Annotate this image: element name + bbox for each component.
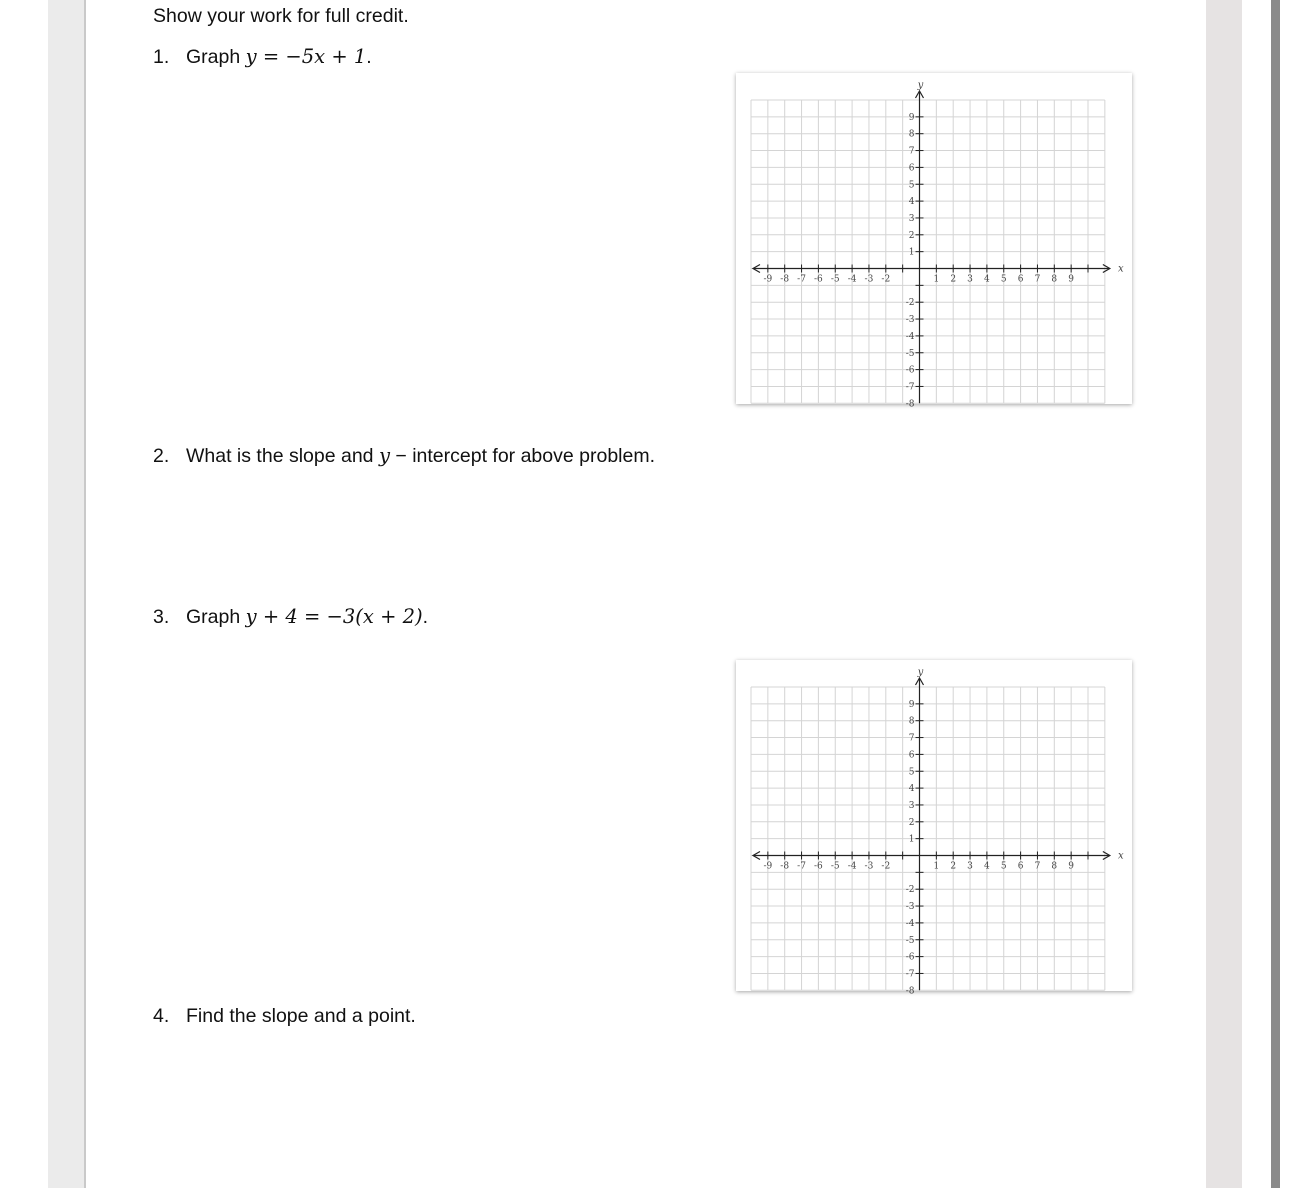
x-tick-label: 4 bbox=[984, 274, 990, 285]
x-tick-label: 7 bbox=[1034, 861, 1041, 872]
question-2 bbox=[153, 444, 655, 468]
y-tick-label: 4 bbox=[908, 197, 915, 208]
left-page-margin bbox=[48, 0, 84, 1188]
y-tick-label: -6 bbox=[905, 952, 915, 963]
y-tick-label: -2 bbox=[905, 885, 915, 896]
y-tick-label: -4 bbox=[905, 918, 915, 929]
x-tick-label: 1 bbox=[933, 274, 940, 285]
y-tick-label: 8 bbox=[908, 716, 915, 727]
x-tick-label: -3 bbox=[864, 274, 874, 285]
x-tick-label: 4 bbox=[984, 861, 990, 872]
x-tick-label: -2 bbox=[881, 861, 891, 872]
question-text-end: − intercept for above problem. bbox=[389, 445, 656, 467]
question-3 bbox=[153, 605, 428, 629]
coordinate-grid-2[interactable] bbox=[736, 660, 1132, 997]
y-axis-label: y bbox=[917, 667, 924, 678]
y-tick-label: 6 bbox=[908, 750, 915, 761]
y-tick-label: 3 bbox=[908, 800, 915, 811]
x-tick-label: 5 bbox=[1000, 274, 1007, 285]
y-tick-label: -2 bbox=[905, 298, 915, 309]
x-tick-label: 3 bbox=[967, 274, 973, 285]
y-tick-label: 5 bbox=[908, 767, 915, 778]
question-1 bbox=[153, 45, 372, 69]
y-tick-label: 2 bbox=[908, 817, 915, 828]
x-tick-label: -2 bbox=[881, 274, 891, 285]
y-tick-label: 1 bbox=[908, 247, 915, 258]
x-axis-label: x bbox=[1118, 263, 1124, 275]
y-tick-label: -7 bbox=[905, 969, 915, 980]
y-tick-label: 3 bbox=[908, 213, 915, 224]
y-tick-label: -5 bbox=[905, 348, 915, 359]
y-tick-label: 5 bbox=[908, 180, 915, 191]
question-number: 2. bbox=[153, 445, 170, 467]
y-tick-label: 8 bbox=[908, 129, 915, 140]
x-tick-label: -8 bbox=[780, 274, 790, 285]
x-tick-label: -7 bbox=[797, 274, 806, 285]
y-tick-label: 9 bbox=[908, 112, 915, 123]
question-punct: . bbox=[422, 606, 429, 628]
graph-paper bbox=[736, 73, 1132, 410]
question-text: Find the slope and a point. bbox=[186, 1005, 416, 1027]
question-punct: . bbox=[366, 46, 372, 68]
question-number: 1. bbox=[153, 46, 170, 68]
y-tick-label: -8 bbox=[905, 399, 915, 410]
question-4 bbox=[153, 1005, 416, 1028]
question-number: 3. bbox=[153, 606, 170, 628]
left-page-edge bbox=[84, 0, 86, 1188]
y-tick-label: -4 bbox=[905, 331, 915, 342]
graph-paper bbox=[736, 660, 1132, 997]
x-axis-label: x bbox=[1118, 850, 1124, 862]
variable: y bbox=[378, 444, 390, 467]
y-tick-label: 1 bbox=[908, 834, 915, 845]
x-tick-label: 3 bbox=[967, 861, 973, 872]
equation: y = −5x + 1 bbox=[245, 45, 367, 68]
x-tick-label: 5 bbox=[1000, 861, 1007, 872]
x-tick-label: 8 bbox=[1051, 861, 1058, 872]
x-tick-label: 7 bbox=[1034, 274, 1041, 285]
x-tick-label: 6 bbox=[1017, 861, 1024, 872]
x-tick-label: -8 bbox=[780, 861, 790, 872]
instructions-text: Show your work for full credit. bbox=[153, 5, 409, 27]
question-text: Graph bbox=[186, 46, 246, 68]
x-tick-label: -6 bbox=[814, 274, 823, 285]
x-tick-label: -9 bbox=[763, 861, 773, 872]
x-tick-label: 8 bbox=[1051, 274, 1058, 285]
y-tick-label: 2 bbox=[908, 230, 915, 241]
question-number: 4. bbox=[153, 1005, 170, 1027]
x-tick-label: -7 bbox=[797, 861, 806, 872]
y-tick-label: 9 bbox=[908, 699, 915, 710]
x-tick-label: -4 bbox=[847, 274, 857, 285]
x-tick-label: 9 bbox=[1068, 861, 1075, 872]
x-tick-label: -5 bbox=[830, 861, 840, 872]
x-tick-label: 1 bbox=[933, 861, 940, 872]
x-tick-label: -5 bbox=[830, 274, 840, 285]
vertical-scrollbar[interactable] bbox=[1271, 0, 1280, 1188]
x-tick-label: -4 bbox=[847, 861, 857, 872]
y-tick-label: -6 bbox=[905, 365, 915, 376]
y-tick-label: 7 bbox=[908, 146, 915, 157]
y-tick-label: -7 bbox=[905, 382, 915, 393]
x-tick-label: -6 bbox=[814, 861, 823, 872]
x-tick-label: 6 bbox=[1017, 274, 1024, 285]
x-tick-label: 2 bbox=[950, 274, 957, 285]
x-tick-label: 9 bbox=[1068, 274, 1075, 285]
y-tick-label: -5 bbox=[905, 935, 915, 946]
y-tick-label: 4 bbox=[908, 784, 915, 795]
x-tick-label: 2 bbox=[950, 861, 957, 872]
question-text: What is the slope and bbox=[186, 445, 379, 467]
equation: y + 4 = −3(x + 2) bbox=[245, 605, 423, 628]
x-tick-label: -3 bbox=[864, 861, 874, 872]
right-page-margin bbox=[1206, 0, 1242, 1188]
y-tick-label: -8 bbox=[905, 986, 915, 997]
question-text: Graph bbox=[186, 606, 246, 628]
coordinate-grid-1[interactable] bbox=[736, 73, 1132, 410]
x-tick-label: -9 bbox=[763, 274, 773, 285]
y-tick-label: 7 bbox=[908, 733, 915, 744]
y-tick-label: 6 bbox=[908, 163, 915, 174]
y-tick-label: -3 bbox=[905, 315, 915, 326]
y-axis-label: y bbox=[917, 80, 924, 91]
y-tick-label: -3 bbox=[905, 902, 915, 913]
